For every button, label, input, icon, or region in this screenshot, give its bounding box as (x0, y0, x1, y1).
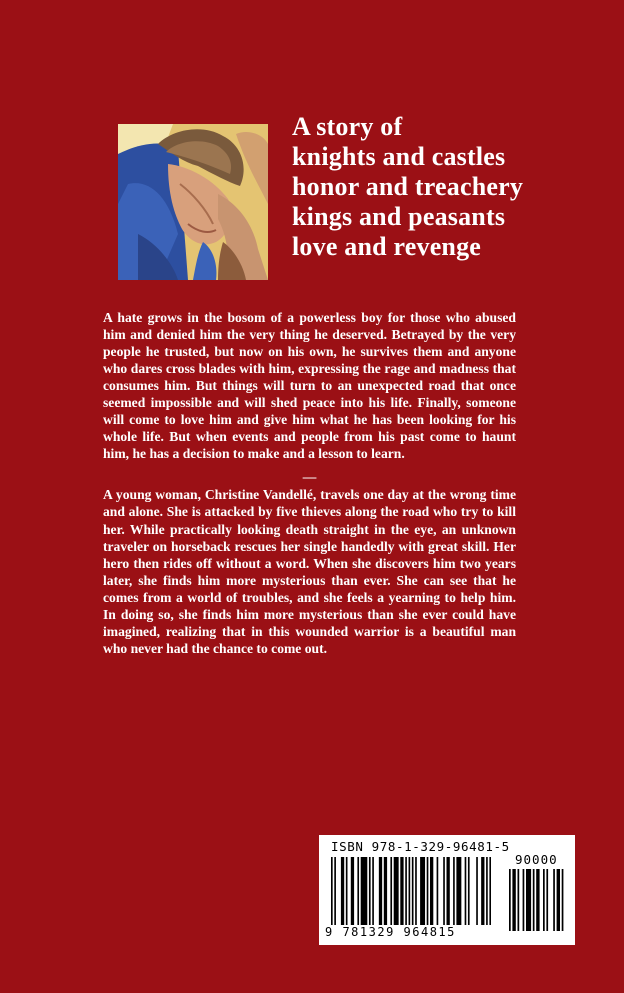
barcode-bar (481, 857, 484, 925)
tagline (292, 112, 602, 262)
barcode-bar (523, 869, 525, 931)
barcode-bar (512, 869, 515, 931)
barcode-bar (415, 857, 417, 925)
barcode-bar (468, 857, 470, 925)
barcode-bar (390, 857, 392, 925)
barcode-bar (453, 857, 455, 925)
barcode-bar (400, 857, 403, 925)
barcode-bar (447, 857, 450, 925)
barcode-bar (394, 857, 399, 925)
tagline-line-1: A story of (292, 112, 403, 141)
price-code: 90000 (515, 852, 558, 867)
barcode-bar (430, 857, 433, 925)
tagline-line-2: knights and castles (292, 142, 506, 171)
barcode-bar (476, 857, 478, 925)
barcode-bar (543, 869, 545, 931)
ean-digits: 9 781329 964815 (325, 925, 456, 939)
barcode-bar (533, 869, 535, 931)
barcode-bar (369, 857, 371, 925)
tagline-line-4: kings and peasants (292, 202, 506, 231)
barcode-bar (379, 857, 382, 925)
barcode-bar (346, 857, 348, 925)
blurb-separator: — (302, 469, 317, 485)
addon-barcode-bars (509, 869, 567, 935)
barcode-bar (526, 869, 531, 931)
barcode-bar (562, 869, 564, 931)
barcode-bar (553, 869, 555, 931)
tagline-line-5: love and revenge (292, 232, 482, 261)
barcode-bar (536, 869, 539, 931)
ean-barcode-bars (331, 857, 491, 925)
barcode-bar (489, 857, 491, 925)
barcode-bar (465, 857, 467, 925)
barcode-bar (351, 857, 354, 925)
barcode-bar (443, 857, 445, 925)
barcode-bar (456, 857, 461, 925)
barcode-bar (420, 857, 425, 925)
barcode-bar (518, 869, 520, 931)
isbn-label: ISBN 978-1-329-96481-5 (331, 839, 510, 854)
barcode-bar (361, 857, 368, 925)
barcode-bar (546, 869, 548, 931)
blurb-paragraph-2: A young woman, Christine Vandellé, travels one day at the wrong time and alone. She is attacked by five thieves along the road who try to kill her. While practically looking death straight in the eye, an unknown traveler on horseback rescues her single handedly with great skill. Her hero then rides off without a word. When she discovers him two years later, she finds him more mysterious than ever. She can see that he comes from a world of troubles, and she feels a yearning to help him. In doing so, she finds him more mysterious than she ever could have imagined, realizing that in this wounded warrior is a beautiful man who never had the chance to come out. (103, 487, 516, 656)
barcode-bar (341, 857, 344, 925)
barcode-bar (427, 857, 429, 925)
barcode-bar (409, 857, 411, 925)
barcode-bar (331, 857, 333, 925)
back-cover-blurb (103, 309, 516, 657)
tagline-line-3: honor and treachery (292, 172, 524, 201)
barcode-bar (509, 869, 511, 931)
barcode-bar (357, 857, 359, 925)
barcode-bar (334, 857, 336, 925)
barcode-bar (557, 869, 560, 931)
barcode-bar (372, 857, 374, 925)
barcode-bar (384, 857, 387, 925)
cover-painting (118, 124, 268, 280)
barcode-bar (437, 857, 439, 925)
barcode-bar (412, 857, 414, 925)
isbn-barcode (319, 835, 575, 945)
barcode-bar (486, 857, 488, 925)
barcode-bar (405, 857, 407, 925)
blurb-paragraph-1: A hate grows in the bosom of a powerless boy for those who abused him and denied him the very thing he deserved. Betrayed by the very people he trusted, but now on his own, he survives them and anyone who dares cross blades with him, expressing the rage and madness that consumes him. But things will turn to an unexpected road that once seemed impossible and will shed peace into his life. Finally, someone will come to love him and give him what he has been looking for his whole life. But when events and people from his past come to haunt him, he has a decision to make and a lesson to learn. (103, 310, 516, 462)
